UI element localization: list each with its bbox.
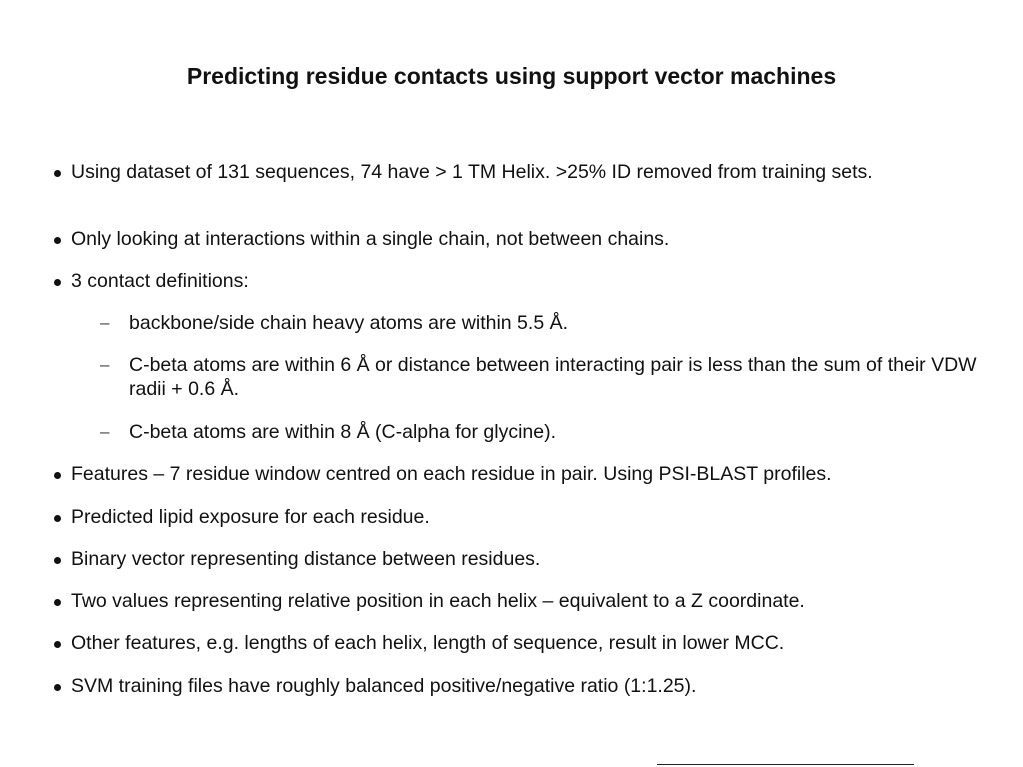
bullet-text: Other features, e.g. lengths of each helix, length of sequence, result in lower MCC.: [71, 632, 785, 654]
bullet-dot-icon: [54, 472, 61, 479]
bullet-text: Only looking at interactions within a single chain, not between chains.: [71, 228, 670, 250]
bullet-text: SVM training files have roughly balanced positive/negative ratio (1:1.25).: [71, 675, 697, 697]
sub-bullet-item: [100, 353, 979, 401]
sub-bullet-text: C-beta atoms are within 6 Å or distance between interacting pair is less than the sum of their VDW radii + 0.6 Å.: [129, 354, 977, 400]
bullet-text: Binary vector representing distance between residues.: [71, 548, 541, 570]
bullet-text: Using dataset of 131 sequences, 74 have > 1 TM Helix. >25% ID removed from training sets.: [71, 161, 873, 183]
sub-bullet-dash-icon: –: [100, 313, 110, 332]
bullet-dot-icon: [54, 170, 61, 177]
bullet-dot-icon: [54, 237, 61, 244]
bullet-item: [71, 547, 991, 571]
sub-bullet-dash-icon: –: [100, 422, 110, 441]
bullet-dot-icon: [54, 684, 61, 691]
sub-bullet-text: C-beta atoms are within 8 Å (C-alpha for glycine).: [129, 421, 557, 443]
sub-bullet-item: [100, 420, 979, 444]
bullet-text: Predicted lipid exposure for each residue.: [71, 506, 430, 528]
bullet-dot-icon: [54, 641, 61, 648]
sub-bullet-text: backbone/side chain heavy atoms are within 5.5 Å.: [129, 312, 569, 334]
bullet-dot-icon: [54, 279, 61, 286]
bullet-text: Features – 7 residue window centred on each residue in pair. Using PSI-BLAST profiles.: [71, 463, 832, 485]
bullet-item: [71, 674, 991, 698]
bullet-item: [71, 269, 991, 293]
bullet-item: [71, 160, 991, 184]
bullet-dot-icon: [54, 557, 61, 564]
footer-divider: [657, 764, 914, 765]
bullet-item: [71, 589, 991, 613]
bullet-item: [71, 631, 991, 655]
bullet-dot-icon: [54, 599, 61, 606]
bullet-item: [71, 462, 991, 486]
sub-bullet-dash-icon: –: [100, 355, 110, 374]
bullet-text: 3 contact definitions:: [71, 270, 249, 292]
bullet-text: Two values representing relative position in each helix – equivalent to a Z coordinate.: [71, 590, 805, 612]
sub-bullet-item: [100, 311, 979, 335]
bullet-item: [71, 505, 991, 529]
slide-title: Predicting residue contacts using support vector machines: [186, 63, 837, 89]
bullet-item: [71, 227, 991, 251]
bullet-dot-icon: [54, 515, 61, 522]
